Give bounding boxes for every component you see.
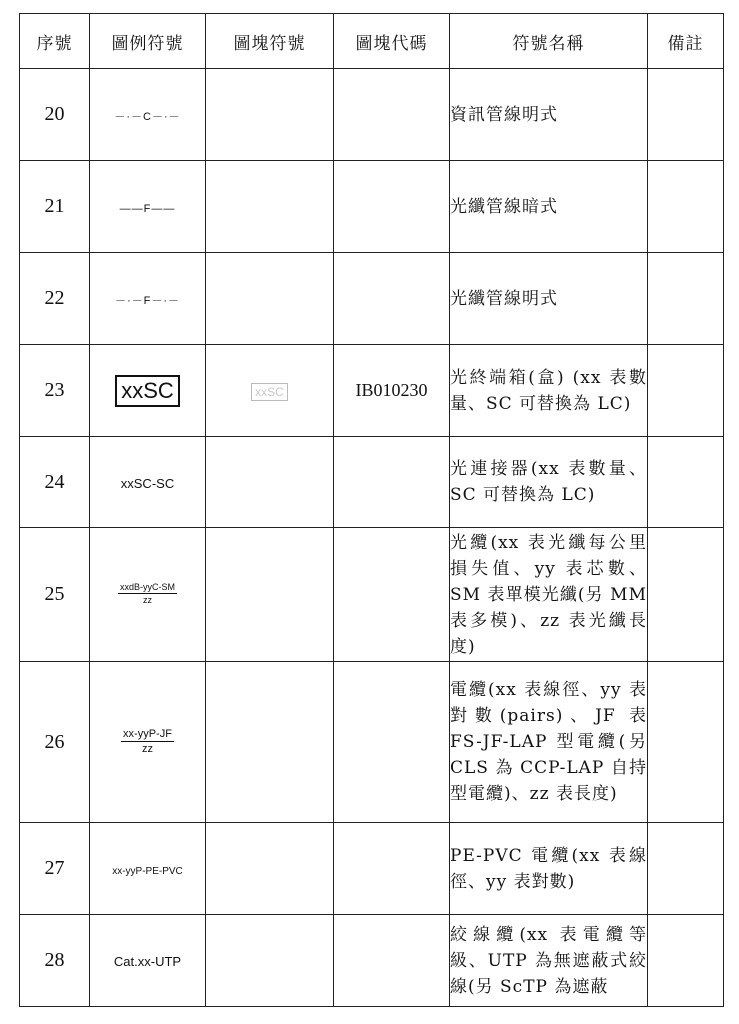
header-note: 備註 — [648, 14, 724, 69]
table-row — [20, 253, 724, 345]
table-row — [20, 915, 724, 1007]
legend-symbol — [90, 161, 206, 253]
note-cell — [648, 437, 724, 528]
row-index: 23 — [20, 345, 90, 437]
table-row — [20, 823, 724, 915]
block-code — [334, 161, 450, 253]
legend-symbol — [90, 528, 206, 662]
block-symbol — [206, 161, 334, 253]
note-cell — [648, 253, 724, 345]
table-row — [20, 437, 724, 528]
note-cell — [648, 69, 724, 161]
block-symbol — [206, 437, 334, 528]
header-code: 圖塊代碼 — [334, 14, 450, 69]
utp-cable-symbol: Cat.xx-UTP — [113, 954, 182, 969]
block-code — [334, 437, 450, 528]
symbol-numerator: xxdB-yyC-SM — [119, 582, 175, 592]
row-index: 25 — [20, 528, 90, 662]
symbol-name: 光纖管線暗式 — [450, 161, 648, 253]
legend-symbol — [90, 345, 206, 437]
block-code — [334, 69, 450, 161]
block-code: IB010230 — [334, 345, 450, 437]
block-code — [334, 528, 450, 662]
row-index: 22 — [20, 253, 90, 345]
block-symbol — [206, 528, 334, 662]
boxed-symbol: xxSC — [115, 375, 180, 407]
block-code — [334, 915, 450, 1007]
dashed-line-symbol: －·－C－·－ — [114, 111, 181, 123]
block-symbol — [206, 345, 334, 437]
table-row — [20, 161, 724, 253]
symbol-table — [19, 13, 724, 1007]
solid-line-symbol: ——F—— — [119, 203, 176, 215]
table-row — [20, 528, 724, 662]
table-row — [20, 662, 724, 823]
symbol-numerator: xx-yyP-JF — [123, 728, 172, 740]
row-index: 24 — [20, 437, 90, 528]
header-index: 序號 — [20, 14, 90, 69]
note-cell — [648, 161, 724, 253]
header-name: 符號名稱 — [450, 14, 648, 69]
header-row — [20, 14, 724, 69]
symbol-name: 光纜(xx 表光纖每公里損失值、yy 表芯數、SM 表單模光纖(另 MM 表多模)、zz 表光纖長度) — [450, 528, 648, 662]
legend-symbol — [90, 915, 206, 1007]
header-legend: 圖例符號 — [90, 14, 206, 69]
dashed-line-symbol: －·－F－·－ — [114, 295, 181, 307]
symbol-name: 絞線纜(xx 表電纜等級、UTP 為無遮蔽式絞線(另 ScTP 為遮蔽 — [450, 915, 648, 1007]
symbol-name: 資訊管線明式 — [450, 69, 648, 161]
block-symbol — [206, 253, 334, 345]
row-index: 27 — [20, 823, 90, 915]
symbol-name: 光終端箱(盒) (xx 表數量、SC 可替換為 LC) — [450, 345, 648, 437]
legend-symbol — [90, 662, 206, 823]
block-code — [334, 823, 450, 915]
block-symbol — [206, 915, 334, 1007]
symbol-name: PE-PVC 電纜(xx 表線徑、yy 表對數) — [450, 823, 648, 915]
legend-symbol — [90, 823, 206, 915]
block-symbol — [206, 662, 334, 823]
connector-symbol: xxSC-SC — [120, 475, 175, 491]
note-cell — [648, 662, 724, 823]
header-block: 圖塊符號 — [206, 14, 334, 69]
pe-pvc-cable-symbol: xx-yyP-PE-PVC — [112, 866, 183, 877]
note-cell — [648, 345, 724, 437]
row-index: 21 — [20, 161, 90, 253]
table-row — [20, 69, 724, 161]
legend-symbol — [90, 253, 206, 345]
block-symbol — [206, 823, 334, 915]
block-code — [334, 662, 450, 823]
note-cell — [648, 823, 724, 915]
symbol-name: 電纜(xx 表線徑、yy 表對數(pairs)、JF 表 FS-JF-LAP 型電纜(另 CLS 為 CCP-LAP 自持型電纜)、zz 表長度) — [450, 662, 648, 823]
symbol-name: 光纖管線明式 — [450, 253, 648, 345]
row-index: 20 — [20, 69, 90, 161]
block-code — [334, 253, 450, 345]
symbol-denominator: zz — [141, 743, 153, 755]
legend-symbol — [90, 437, 206, 528]
symbol-denominator: zz — [142, 595, 152, 605]
row-index: 26 — [20, 662, 90, 823]
block-symbol — [206, 69, 334, 161]
legend-symbol — [90, 69, 206, 161]
note-cell — [648, 915, 724, 1007]
block-boxed-symbol: xxSC — [251, 383, 288, 401]
table-row — [20, 345, 724, 437]
row-index: 28 — [20, 915, 90, 1007]
symbol-name: 光連接器(xx 表數量、SC 可替換為 LC) — [450, 437, 648, 528]
note-cell — [648, 528, 724, 662]
cable-symbol — [121, 728, 174, 755]
fiber-cable-symbol — [118, 582, 177, 605]
